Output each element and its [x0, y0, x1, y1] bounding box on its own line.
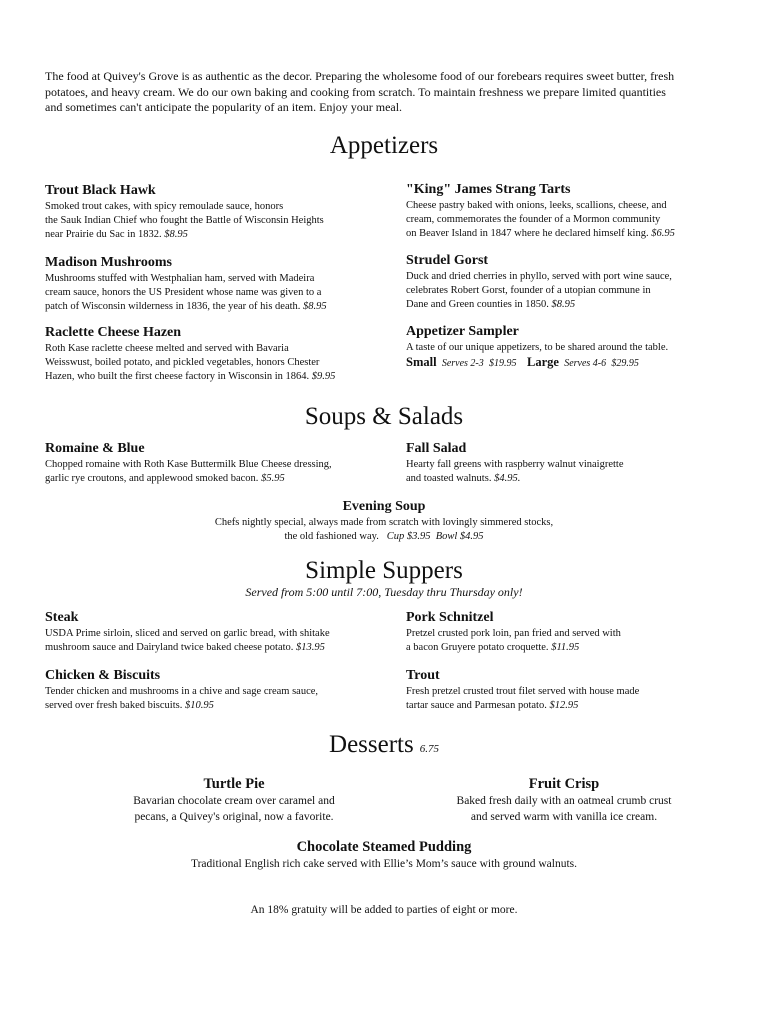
- sampler-small-label: Small: [406, 355, 437, 369]
- menu-item-raclette-cheese-hazen: [45, 324, 335, 384]
- item-description: mushroom sauce and Dairyland twice baked cheese potato. $13.95: [45, 642, 325, 653]
- menu-item-madison-mushrooms: [45, 254, 327, 314]
- desserts-price: 6.75: [419, 743, 439, 755]
- menu-item-chocolate-steamed-pudding: [0, 839, 768, 873]
- item-name: Trout Black Hawk: [45, 183, 156, 198]
- item-name: Fall Salad: [406, 441, 467, 456]
- item-description: Smoked trout cakes, with spicy remoulade sauce, honors: [45, 201, 284, 212]
- item-price: $12.95: [549, 700, 579, 711]
- item-description: cream, commemorates the founder of a Mormon community: [406, 214, 661, 225]
- item-price: $13.95: [296, 642, 325, 653]
- simple-suppers-heading: Simple Suppers: [305, 557, 463, 584]
- item-description: A taste of our unique appetizers, to be shared around the table.: [406, 342, 669, 353]
- item-name: Pork Schnitzel: [406, 610, 494, 625]
- item-price: $9.95: [311, 371, 336, 382]
- item-name: Strudel Gorst: [406, 253, 489, 268]
- sampler-small-price: $19.95: [489, 358, 517, 369]
- item-description: on Beaver Island in 1847 where he declared himself king. $6.95: [406, 228, 675, 239]
- menu-item-romaine-blue: [45, 440, 332, 486]
- item-price: $10.95: [184, 700, 214, 711]
- appetizers-heading: Appetizers: [329, 132, 439, 159]
- soups-salads-heading: Soups & Salads: [304, 403, 464, 430]
- bowl-price: Bowl $4.95: [435, 531, 484, 542]
- menu-item-strudel-gorst: [406, 252, 672, 312]
- item-description: Dane and Green counties in 1850. $8.95: [406, 299, 576, 310]
- item-price: $8.95: [164, 229, 188, 240]
- intro-line: potatoes, and heavy cream. We do our own baking and cooking from scratch. To maintain freshness we prepare limited quantities: [45, 84, 666, 99]
- sampler-large-price: $29.95: [611, 358, 639, 369]
- intro-paragraph: [45, 69, 725, 116]
- sampler-sizes: [406, 355, 668, 371]
- item-description: Hearty fall greens with raspberry walnut vinaigrette: [406, 459, 624, 470]
- menu-item-pork-schnitzel: [406, 609, 621, 655]
- menu-item-king-james-strang-tarts: [406, 181, 675, 241]
- item-description: the old fashioned way. Cup $3.95 Bowl $4.95: [284, 531, 484, 542]
- sampler-small-serves: Serves 2-3: [441, 358, 484, 369]
- item-name: Chicken & Biscuits: [45, 668, 161, 683]
- item-description: Chopped romaine with Roth Kase Buttermilk Blue Cheese dressing,: [45, 459, 332, 470]
- item-description: a bacon Gruyere potato croquette. $11.95: [406, 642, 580, 653]
- item-description: Tender chicken and mushrooms in a chive and sage cream sauce,: [45, 686, 319, 697]
- item-description: Hazen, who built the first cheese factory in Wisconsin in 1864. $9.95: [45, 371, 336, 382]
- item-description: and served warm with vanilla ice cream.: [470, 810, 658, 823]
- item-description: the Sauk Indian Chief who fought the Battle of Wisconsin Heights: [45, 215, 324, 226]
- menu-item-chicken-biscuits: [45, 667, 318, 713]
- item-description: cream sauce, honors the US President whose name was given to a: [45, 287, 322, 298]
- item-name: Appetizer Sampler: [406, 324, 519, 339]
- item-name: Turtle Pie: [203, 776, 265, 792]
- item-description: Weisswust, boiled potato, and pickled vegetables, honors Chester: [45, 357, 320, 368]
- desserts-heading: [0, 730, 768, 764]
- item-description: Duck and dried cherries in phyllo, served with port wine sauce,: [406, 271, 672, 282]
- item-description: Bavarian chocolate cream over caramel and: [133, 795, 335, 807]
- menu-item-evening-soup: [0, 498, 768, 544]
- item-price: $11.95: [551, 642, 580, 653]
- item-name: Madison Mushrooms: [45, 255, 172, 270]
- item-name: Evening Soup: [342, 499, 426, 514]
- cup-price: Cup $3.95: [386, 531, 431, 542]
- intro-line: and sometimes can't anticipate the popularity of an item. Enjoy your meal.: [45, 100, 403, 114]
- item-name: Chocolate Steamed Pudding: [296, 839, 472, 855]
- menu-item-fruit-crisp: [404, 776, 724, 825]
- item-description: near Prairie du Sac in 1832. $8.95: [45, 229, 188, 240]
- gratuity-note: An 18% gratuity will be added to parties of eight or more.: [250, 904, 518, 916]
- suppers-subtitle: Served from 5:00 until 7:00, Tuesday thru Thursday only!: [245, 585, 523, 599]
- item-description: and toasted walnuts. $4.95.: [406, 473, 521, 484]
- item-price: $8.95: [551, 299, 576, 310]
- item-description: Mushrooms stuffed with Westphalian ham, served with Madeira: [45, 273, 315, 284]
- item-price: $6.95: [651, 228, 675, 239]
- sampler-large-label: Large: [527, 355, 559, 369]
- item-description: Chefs nightly special, always made from scratch with lovingly simmered stocks,: [214, 517, 554, 528]
- item-description: Cheese pastry baked with onions, leeks, scallions, cheese, and: [406, 200, 667, 211]
- item-price: $4.95.: [494, 473, 521, 484]
- intro-line: The food at Quivey's Grove is as authentic as the decor. Preparing the wholesome food of our forebears requires sweet butter, fresh: [45, 69, 675, 83]
- item-name: Trout: [406, 668, 440, 683]
- item-description: served over fresh baked biscuits. $10.95: [45, 700, 214, 711]
- item-name: "King" James Strang Tarts: [406, 182, 571, 197]
- item-description: USDA Prime sirloin, sliced and served on garlic bread, with shitake: [45, 628, 330, 639]
- menu-item-trout-black-hawk: [45, 182, 324, 242]
- menu-item-steak: [45, 609, 330, 655]
- item-description: Fresh pretzel crusted trout filet served with house made: [406, 686, 640, 697]
- sampler-large-serves: Serves 4-6: [564, 358, 607, 369]
- desserts-title: Desserts: [329, 731, 414, 758]
- item-description: Pretzel crusted pork loin, pan fried and served with: [406, 628, 621, 639]
- item-name: Steak: [45, 610, 79, 625]
- item-description: celebrates Robert Gorst, founder of a utopian commune in: [406, 285, 651, 296]
- item-description: garlic rye croutons, and applewood smoked bacon. $5.95: [45, 473, 285, 484]
- item-description: patch of Wisconsin wilderness in 1836, the year of his death. $8.95: [45, 301, 327, 312]
- item-name: Romaine & Blue: [45, 441, 145, 456]
- menu-item-appetizer-sampler: [406, 323, 668, 371]
- item-description: tartar sauce and Parmesan potato. $12.95: [406, 700, 579, 711]
- item-description: Traditional English rich cake served with Ellie’s Mom’s sauce with ground walnuts.: [190, 858, 578, 870]
- menu-item-turtle-pie: [74, 776, 394, 825]
- menu-item-trout: [406, 667, 639, 713]
- menu-item-fall-salad: [406, 440, 624, 486]
- item-name: Raclette Cheese Hazen: [45, 325, 182, 340]
- item-price: $5.95: [261, 473, 285, 484]
- item-description: pecans, a Quivey's original, now a favorite.: [134, 810, 334, 823]
- item-description: Baked fresh daily with an oatmeal crumb crust: [456, 795, 672, 807]
- item-name: Fruit Crisp: [528, 776, 600, 792]
- item-price: $8.95: [303, 301, 327, 312]
- item-description: Roth Kase raclette cheese melted and served with Bavaria: [45, 343, 289, 354]
